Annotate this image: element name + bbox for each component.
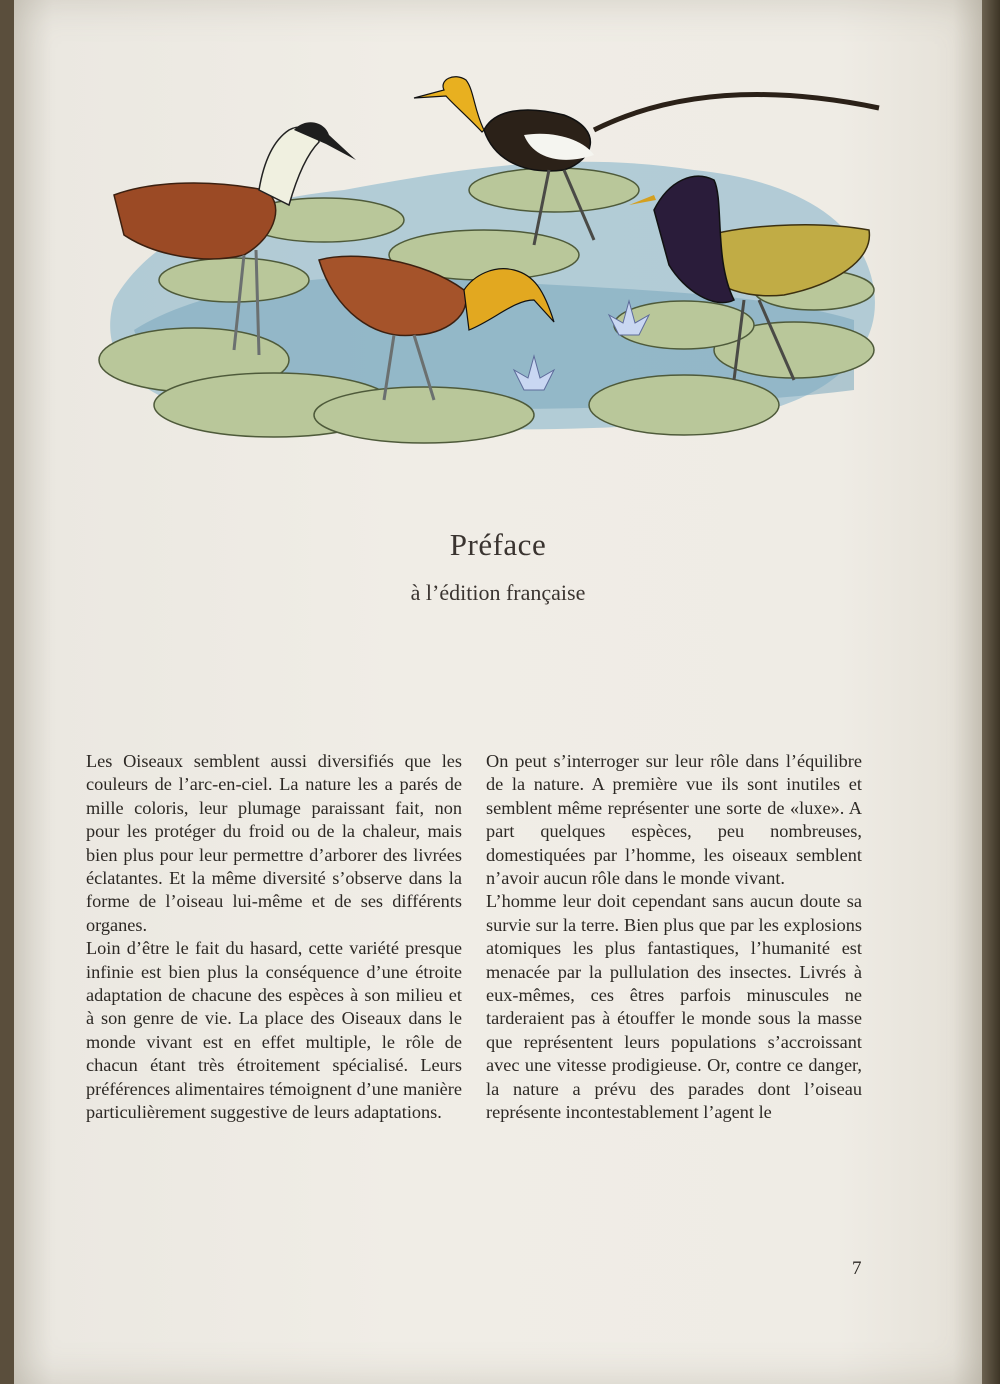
page-subtitle: à l’édition française — [410, 580, 586, 605]
text-column-left — [86, 750, 462, 1125]
book-page — [14, 0, 982, 1384]
book-edge — [982, 0, 1000, 1384]
paragraph: Loin d’être le fait du hasard, cette variété presque infinie est bien plus la conséquence d’une étroite adaptation de chacune des espèces à son milieu et à son genre de vie. La place des Oiseaux dans le monde vivant est en effet multiple, le rôle de chacun étant très étroitement spécialisé. Leurs préférences alimentaires témoignent d’une manière particulièrement suggestive de leurs adaptations. — [86, 938, 462, 1123]
paragraph: On peut s’interroger sur leur rôle dans l’équilibre de la nature. A première vue ils sont inutiles et semblent même représenter une sorte de «luxe». A part quelques espèces, peu nombreuses, domestiquées par l’homme, les oiseaux semblent n’avoir aucun rôle dans le monde vivant. — [486, 751, 862, 889]
text-column-right — [486, 750, 862, 1125]
page-number: 7 — [852, 1258, 862, 1279]
page-title: Préface — [449, 527, 547, 562]
paragraph: Les Oiseaux semblent aussi diversifiés que les couleurs de l’arc-en-ciel. La nature les a parés de mille coloris, leur plumage paraissant fait, non pour les protéger du froid ou de la chaleur, mais bien plus pour leur permettre d’arborer des livrées éclatantes. Et la même diversité s’observe dans la forme de l’oiseau lui-même et de ses différents organes. — [86, 751, 462, 935]
paragraph: L’homme leur doit cependant sans aucun doute sa survie sur la terre. Bien plus que par les explosions atomiques les plus fantastiques, l’humanité est menacée par la pullulation des insectes. Livrés à eux-mêmes, ces êtres parfois minuscules ne tarderaient pas à étouffer le monde sous la masse que représentent leurs populations s’accroissant avec une vitesse prodigieuse. Or, contre ce danger, la nature a prévu des parades dont l’oiseau représente incontestablement l’agent le — [486, 891, 862, 1123]
jacana-illustration — [94, 60, 894, 460]
